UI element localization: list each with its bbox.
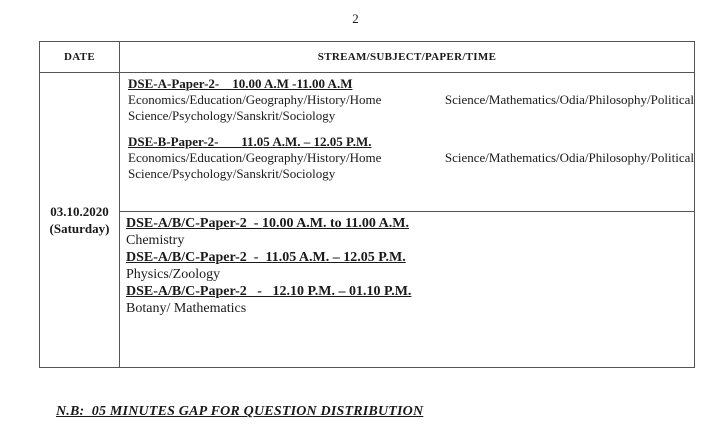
dse-abc-heading-1: DSE-A/B/C-Paper-2 - 10.00 A.M. to 11.00 A.M. <box>126 216 409 231</box>
exam-date: 03.10.2020 <box>50 204 109 219</box>
dse-a-subjects-line2: Science/Psychology/Sanskrit/Sociology <box>128 108 336 123</box>
dse-a-heading: DSE-A-Paper-2- 10.00 A.M -11.00 A.M <box>128 76 353 91</box>
section-dse-abc <box>120 212 695 368</box>
header-stream: STREAM/SUBJECT/PAPER/TIME <box>120 42 695 73</box>
dse-abc-subjects-2: Physics/Zoology <box>126 267 221 282</box>
exam-day: (Saturday) <box>49 221 110 236</box>
table-header-row <box>40 42 695 73</box>
dse-abc-heading-3: DSE-A/B/C-Paper-2 - 12.10 P.M. – 01.10 P.M. <box>126 284 412 299</box>
table-row <box>40 212 695 368</box>
dse-abc-subjects-3: Botany/ Mathematics <box>126 301 247 316</box>
dse-b-subjects-line2: Science/Psychology/Sanskrit/Sociology <box>128 166 336 181</box>
dse-abc-heading-2: DSE-A/B/C-Paper-2 - 11.05 A.M. – 12.05 P.M. <box>126 250 406 265</box>
dse-abc-subjects-1: Chemistry <box>126 233 185 248</box>
section-dse-ab <box>120 73 695 212</box>
dse-a-subjects-left: Economics/Education/Geography/History/Home <box>128 92 382 107</box>
date-cell <box>40 73 120 368</box>
table-row <box>40 73 695 212</box>
exam-schedule-table <box>39 41 695 368</box>
dse-b-heading: DSE-B-Paper-2- 11.05 A.M. – 12.05 P.M. <box>128 134 372 149</box>
dse-b-subjects-left: Economics/Education/Geography/History/Home <box>128 150 382 165</box>
dse-a-subjects-right: Science/Mathematics/Odia/Philosophy/Political <box>444 92 694 107</box>
header-date: DATE <box>40 42 120 73</box>
dse-b-subjects-right: Science/Mathematics/Odia/Philosophy/Political <box>444 150 694 165</box>
page-number: 2 <box>352 11 359 26</box>
footnote: N.B: 05 MINUTES GAP FOR QUESTION DISTRIBUTION <box>56 404 424 419</box>
